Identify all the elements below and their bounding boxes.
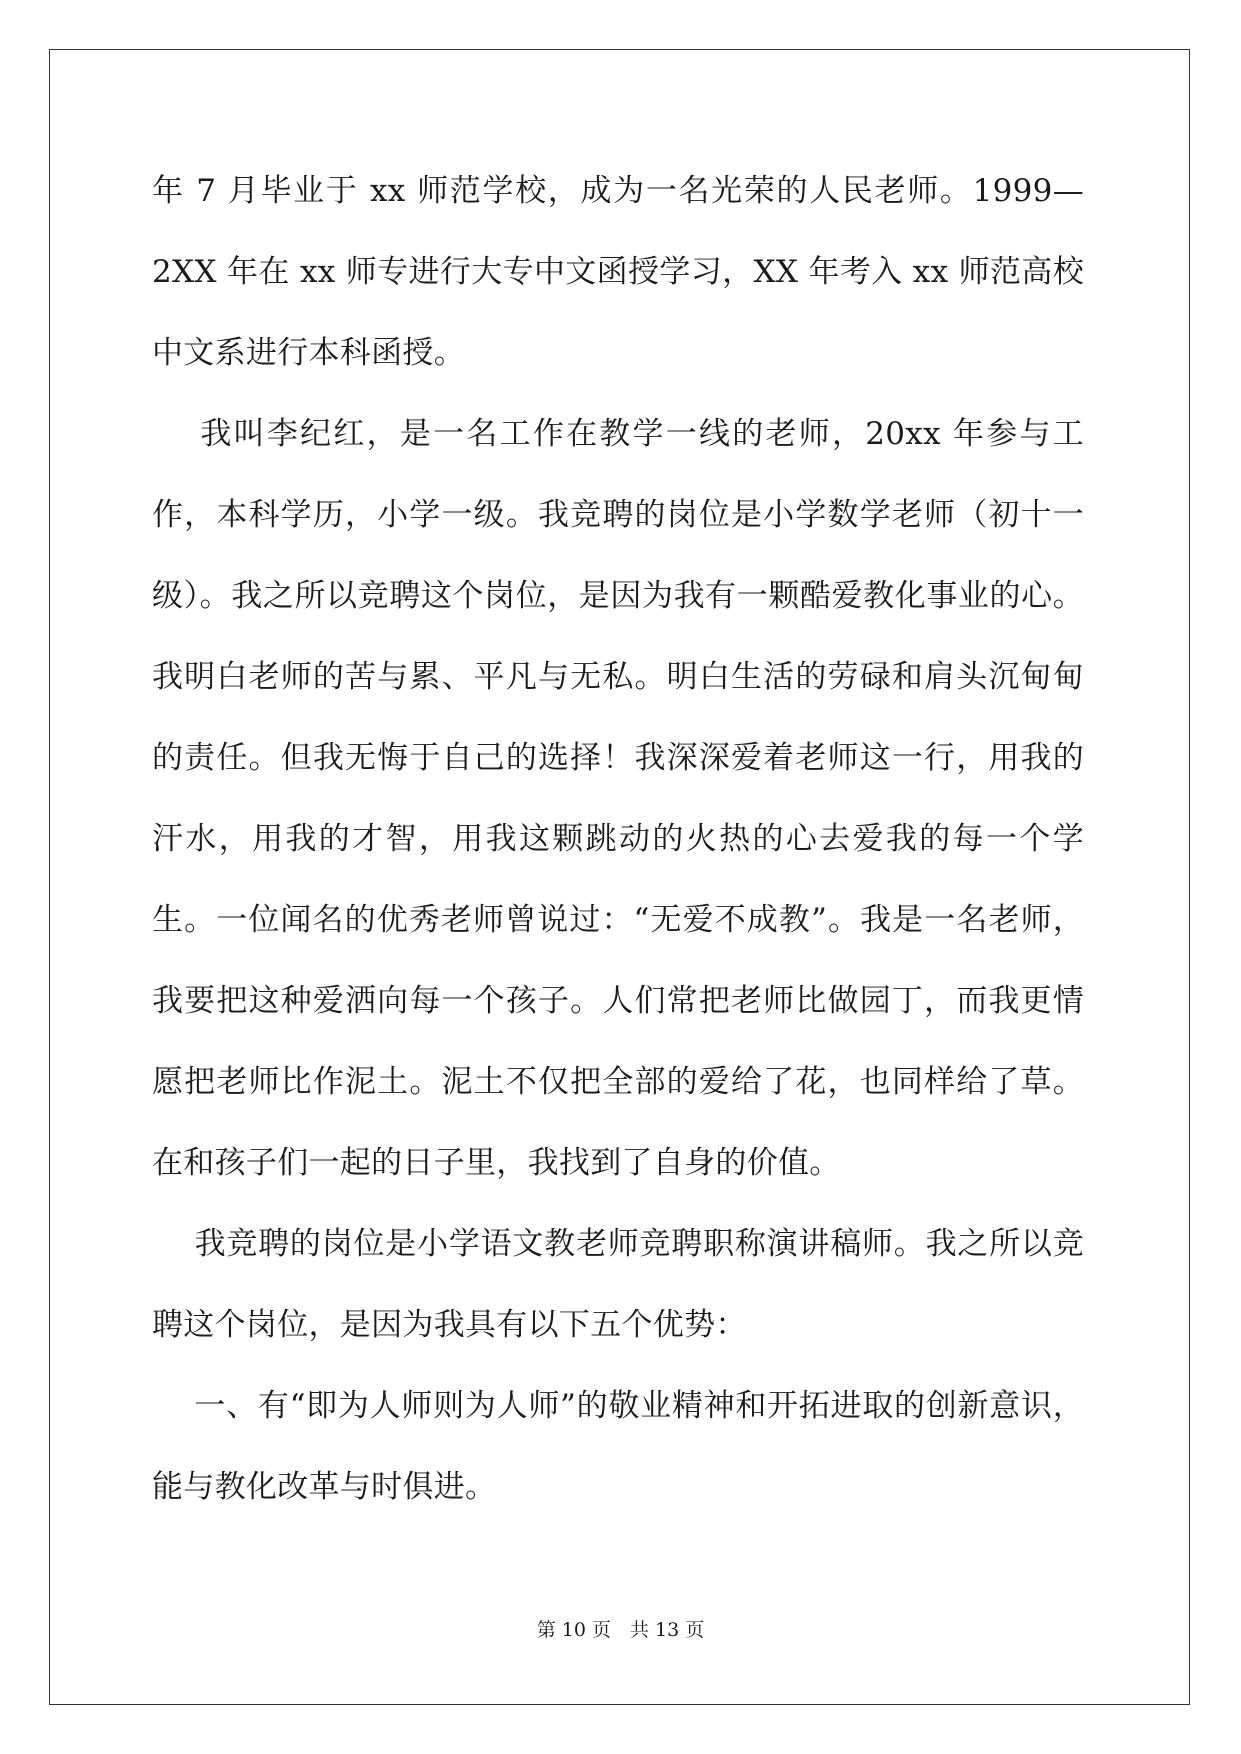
paragraph-1: 年 7 月毕业于 xx 师范学校，成为一名光荣的人民老师。1999—2XX 年在 xx 师专进行大专中文函授学习，XX 年考入 xx 师范高校中文系进行本科函授。 bbox=[152, 173, 1084, 371]
paragraph-4: 一、有“即为人师则为人师”的敬业精神和开拓进取的创新意识，能与教化改革与时俱进。 bbox=[152, 1388, 1084, 1505]
paragraph-3: 我竞聘的岗位是小学语文教老师竞聘职称演讲稿师。我之所以竞聘这个岗位，是因为我具有以下五个优势： bbox=[152, 1226, 1084, 1343]
page-number-footer: 第 10 页 共 13 页 bbox=[536, 1619, 705, 1641]
paragraph-2: 我叫李纪红，是一名工作在教学一线的老师，20xx 年参与工作，本科学历，小学一级。我竞聘的岗位是小学数学老师（初十一级）。我之所以竞聘这个岗位，是因为我有一颗酷爱教化事业的心。我明白老师的苦与累、平凡与无私。明白生活的劳碌和肩头沉甸甸的责任。但我无悔于自己的选择！我深深爱着老师这一行，用我的汗水，用我的才智，用我这颗跳动的火热的心去爱我的每一个学生。一位闻名的优秀老师曾说过：“无爱不成教”。我是一名老师，我要把这种爱洒向每一个孩子。人们常把老师比做园丁，而我更情愿把老师比作泥土。泥土不仅把全部的爱给了花，也同样给了草。在和孩子们一起的日子里，我找到了自身的价值。 bbox=[152, 416, 1084, 1181]
document-body bbox=[152, 151, 1084, 1528]
